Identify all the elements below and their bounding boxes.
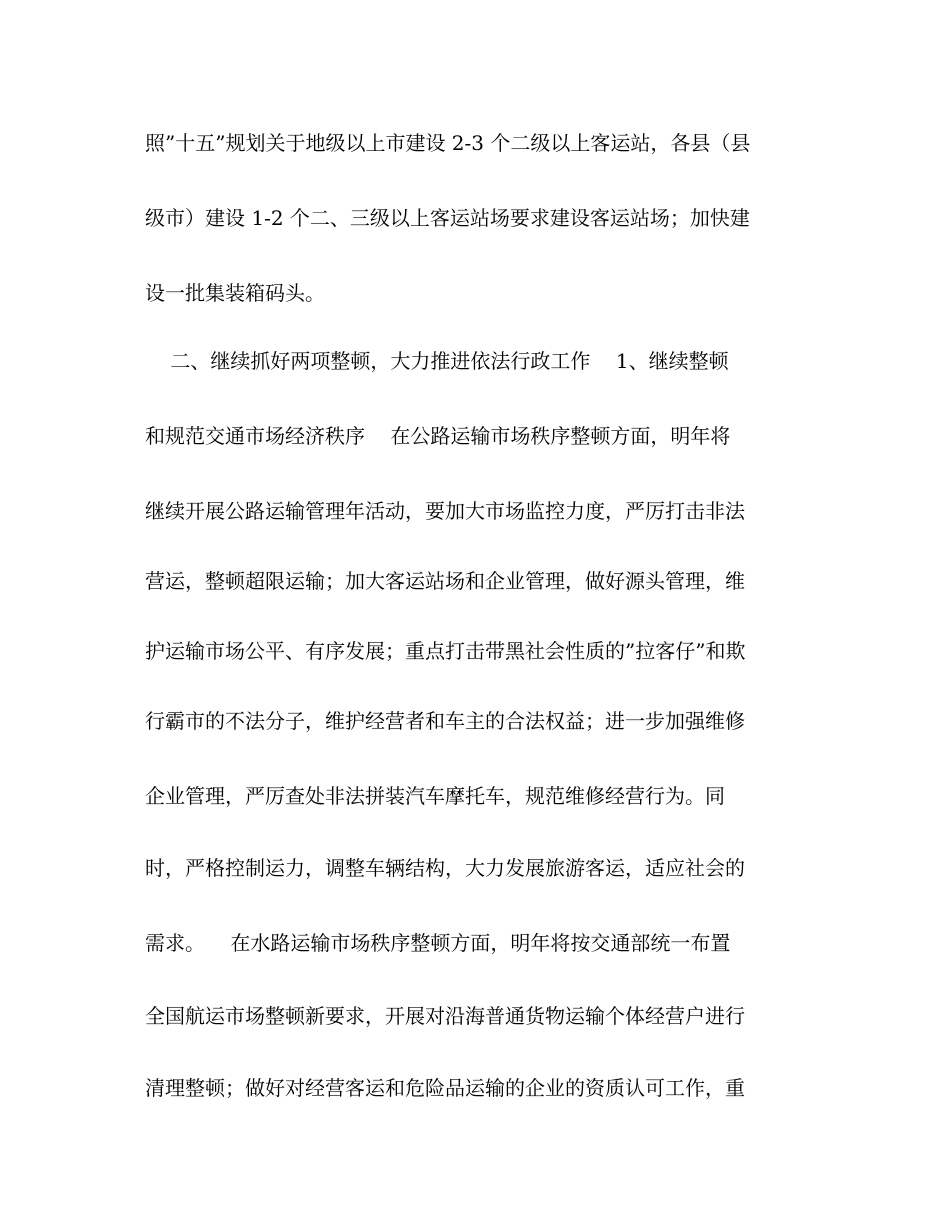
text-line: 营运，整顿超限运输；加大客运站场和企业管理，做好源头管理，维	[145, 569, 745, 593]
text-line: 需求。 在水路运输市场秩序整顿方面，明年将按交通部统一布置	[145, 931, 731, 955]
text-line: 清理整顿；做好对经营客运和危险品运输的企业的资质认可工作，重	[145, 1076, 745, 1100]
text-line: 企业管理，严厉查处非法拼装汽车摩托车，规范维修经营行为。同	[145, 784, 725, 808]
text-line: 全国航运市场整顿新要求，开展对沿海普通货物运输个体经营户进行	[145, 1004, 745, 1028]
section-heading-line: 二、继续抓好两项整顿，大力推进依法行政工作 1、继续整顿	[145, 349, 729, 373]
text-line: 行霸市的不法分子，维护经营者和车主的合法权益；进一步加强维修	[145, 709, 745, 733]
text-line: 级市）建设 1-2 个二、三级以上客运站场要求建设客运站场；加快建	[145, 206, 750, 230]
text-line: 设一批集装箱码头。	[145, 281, 325, 305]
text-line: 照”十五”规划关于地级以上市建设 2-3 个二级以上客运站，各县（县	[145, 131, 751, 155]
text-line: 继续开展公路运输管理年活动，要加大市场监控力度，严厉打击非法	[145, 499, 745, 523]
text-line: 和规范交通市场经济秩序 在公路运输市场秩序整顿方面，明年将	[145, 424, 731, 448]
text-line: 时，严格控制运力，调整车辆结构，大力发展旅游客运，适应社会的	[145, 856, 745, 880]
text-line: 护运输市场公平、有序发展；重点打击带黑社会性质的”拉客仔”和欺	[145, 639, 746, 663]
